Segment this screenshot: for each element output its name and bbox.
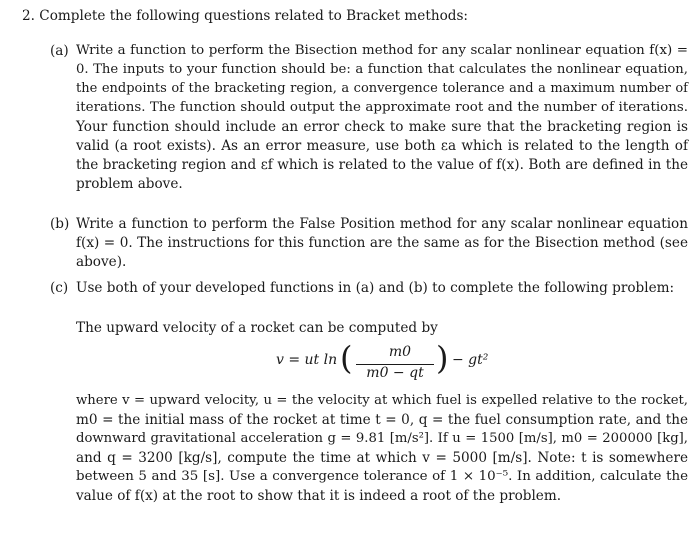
equation-numerator: m0 [388,344,412,360]
right-paren: ) [436,339,449,377]
part-b-line-3: above). [76,254,127,270]
part-c-marker: (c) [50,280,69,296]
equation-lhs: v = ut ln [276,352,338,368]
part-b-marker: (b) [50,216,70,232]
part-c-line-4: and q = 3200 [kg/s], compute the time at which v = 5000 [m/s]. Note: t is somewhere [76,450,688,466]
part-c-line-2: m0 = the initial mass of the rocket at time t = 0, q = the fuel consumption rate, and the [76,412,688,428]
part-a-line-3: the endpoints of the bracketing region, a convergence tolerance and a maximum number of [76,81,688,96]
part-a-line-4: iterations. The function should output the approximate root and the number of iterations. [76,100,688,115]
part-c-intro: Use both of your developed functions in (a) and (b) to complete the following problem: [76,280,675,296]
part-a-line-2: 0. The inputs to your function should be: a function that calculates the nonlinear equation, [76,62,688,77]
part-a-line-8: problem above. [76,176,183,192]
part-c-line-5: between 5 and 35 [s]. Use a convergence tolerance of 1 × 10⁻⁵. In addition, calculate the [76,469,688,484]
part-a-marker: (a) [50,43,69,59]
part-c-line-3: downward gravitational acceleration g = 9.81 [m/s²]. If u = 1500 [m/s], m0 = 200000 [kg], [76,431,688,446]
part-a-line-1: Write a function to perform the Bisection method for any scalar nonlinear equation f(x) = [76,43,688,58]
part-c-line-1: where v = upward velocity, u = the velocity at which fuel is expelled relative to the rocket, [76,393,688,408]
part-a-line-5: Your function should include an error check to make sure that the bracketing region is [76,119,688,135]
velocity-equation [276,340,496,380]
part-a-line-6: valid (a root exists). As an error measure, use both εa which is related to the length of [76,138,688,154]
part-a-line-7: the bracketing region and εf which is related to the value of f(x). Both are defined in the [76,157,688,173]
equation-rhs: − gt² [452,352,489,368]
left-paren: ( [340,339,353,377]
part-c-statement: The upward velocity of a rocket can be computed by [76,320,438,336]
part-b-line-2: f(x) = 0. The instructions for this function are the same as for the Bisection method (see [76,235,688,251]
part-b-line-1: Write a function to perform the False Position method for any scalar nonlinear equation [76,216,688,232]
question-heading: 2. Complete the following questions related to Bracket methods: [22,8,469,24]
equation-denominator: m0 − qt [366,365,424,381]
part-c-line-6: value of f(x) at the root to show that it is indeed a root of the problem. [76,488,562,504]
